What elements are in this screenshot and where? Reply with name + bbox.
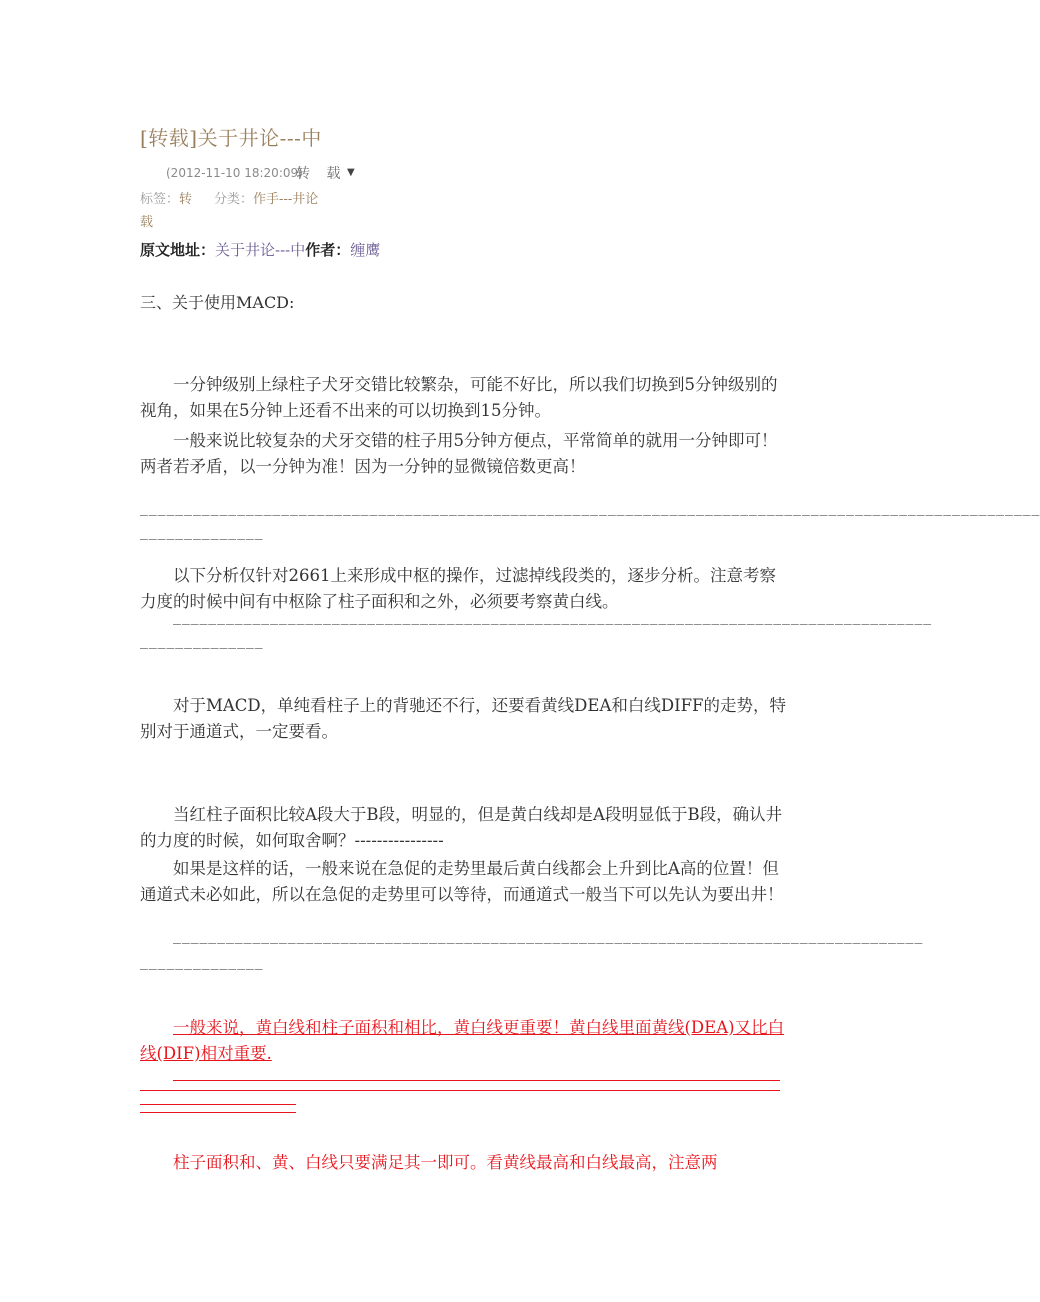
red-divider [140, 1104, 296, 1105]
divider-line: —————————————————————————————————————————————————————————————————————————————————————— [173, 617, 933, 632]
divider-line: —————————————— [140, 962, 264, 977]
paragraph-8 [140, 1150, 790, 1176]
paragraph-2 [140, 428, 790, 480]
red-divider [173, 1080, 780, 1081]
section-heading: 三、关于使用MACD: [140, 293, 295, 312]
paragraph-1 [140, 372, 790, 424]
paragraph-4 [140, 693, 790, 745]
source-link[interactable]: 关于井论---中 [215, 241, 306, 259]
repost-label[interactable]: 转 载 [296, 166, 347, 182]
tag-link[interactable]: 转 [179, 192, 193, 207]
paragraph-8-text: 柱子面积和、黄、白线只要满足其一即可。看黄线最高和白线最高，注意两 [173, 1153, 718, 1172]
chevron-down-icon[interactable]: ▼ [347, 167, 355, 178]
tags-label: 标签： [140, 192, 180, 207]
divider-line: —————————————— [140, 532, 264, 547]
paragraph-7 [140, 1015, 790, 1067]
red-divider [140, 1090, 780, 1091]
divider-line: ————————————————————————————————————————————————————————————————————————————————————— [173, 936, 924, 951]
paragraph-6-text: 如果是这样的话，一般来说在急促的走势里最后黄白线都会上升到比A高的位置！但通道式未必如此，所以在急促的走势里可以等待，而通道式一般当下可以先认为要出井！ [140, 859, 784, 904]
tags-row [140, 188, 318, 207]
paragraph-1-text: 一分钟级别上绿柱子犬牙交错比较繁杂，可能不好比，所以我们切换到5分钟级别的视角，如果在5分钟上还看不出来的可以切换到15分钟。 [140, 375, 778, 420]
author-link[interactable]: 缠鹰 [350, 241, 381, 259]
divider-line: —————————————— [140, 641, 264, 656]
tag-link-continued[interactable]: 载 [140, 215, 154, 230]
category-link[interactable]: 作手---井论 [253, 192, 319, 207]
paragraph-3-text: 以下分析仅针对2661上来形成中枢的操作，过滤掉线段类的，逐步分析。注意考察力度的时候中间有中枢除了柱子面积和之外，必须要考察黄白线。 [140, 566, 776, 611]
source-line [140, 239, 380, 260]
paragraph-5-text: 当红柱子面积比较A段大于B段，明显的，但是黄白线却是A段明显低于B段，确认井的力度的时候，如何取舍啊？---------------- [140, 805, 783, 850]
paragraph-5 [140, 802, 790, 854]
paragraph-7-text: 一般来说，黄白线和柱子面积和相比，黄白线更重要！黄白线里面黄线(DEA)又比白线(DIF)相对重要. [140, 1018, 785, 1063]
author-label: 作者： [305, 241, 351, 259]
divider-line: —————————————————————————————————————————————————————————————————————————————————————————————————————— [140, 508, 1040, 523]
paragraph-2-text: 一般来说比较复杂的犬牙交错的柱子用5分钟方便点，平常简单的就用一分钟即可！两者若矛盾，以一分钟为准！因为一分钟的显微镜倍数更高！ [140, 431, 778, 476]
red-divider [140, 1112, 296, 1113]
category-label: 分类： [214, 192, 254, 207]
paragraph-4-text: 对于MACD，单纯看柱子上的背驰还不行，还要看黄线DEA和白线DIFF的走势，特别对于通道式，一定要看。 [140, 696, 786, 741]
paragraph-6 [140, 856, 790, 908]
source-label: 原文地址： [140, 241, 216, 259]
page-title: [转载]关于井论---中 [140, 126, 322, 150]
post-date: (2012-11-10 18:20:09) [166, 166, 303, 180]
paragraph-3 [140, 563, 790, 615]
